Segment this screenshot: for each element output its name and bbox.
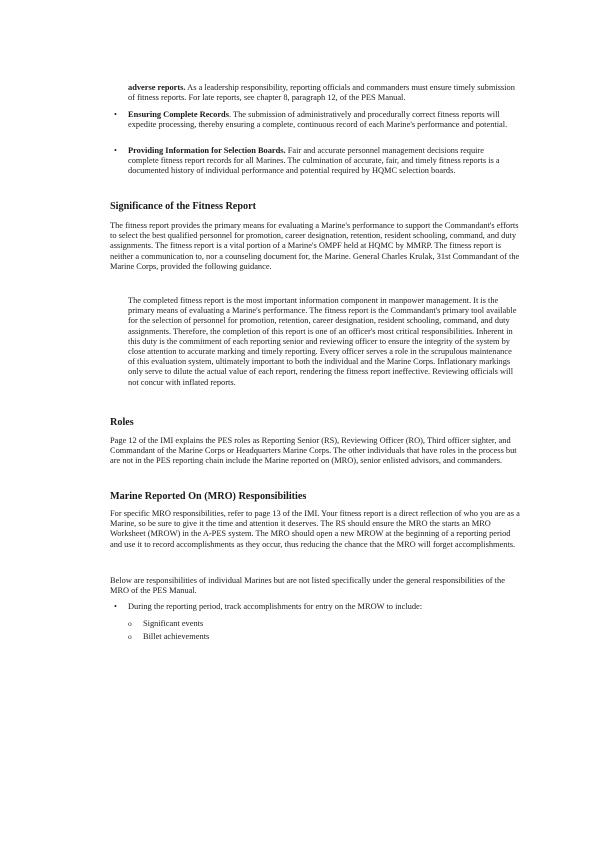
bullet-ensuring-complete-records (128, 110, 514, 130)
heading-mro: Marine Reported On (MRO) Responsibilities (110, 491, 307, 502)
sub-bullet-marker: o (128, 619, 132, 628)
intro-bullet-text: As a leadership responsibility, reporting officials and commanders must ensure timely submission of fitness reports. For late reports, see chapter 8, paragraph 12, of the PES Manual. (128, 83, 515, 103)
intro-bullet-continuation (128, 83, 520, 103)
krulak-quote: The completed fitness report is the most important information component in manpower management. It is the primary means of evaluating a Marine's performance. The fitness report is the Commandant's primary tool available for the selection of personnel for promotion, retention, career designation, resident schooling, command, and duty assignments. Therefore, the completion of this report is one of an officer's most critical responsibilities. Inherent in this duty is the commitment of each reporting senior and reviewing officer to ensure the integrity of the system by close attention to accurate marking and timely reporting. Every officer serves a role in the scrupulous maintenance of this evaluation system, ultimately important to both the individual and the Marine Corps. Inflationary markings only serve to dilute the actual value of each report, rendering the fitness report ineffective. Reviewing officials will not concur with inflated reports. (128, 296, 517, 387)
sub-item-billet-achievements: Billet achievements (143, 632, 210, 641)
bullet-bold: Providing Information for Selection Boards. (128, 146, 286, 155)
intro-bullet-bold: adverse reports. (128, 83, 186, 92)
mro-paragraph-1: For specific MRO responsibilities, refer to page 13 of the IMI. Your fitness report is a direct reflection of who you are as a Marine, so be sure to give it the time and attention it deserves. The RS should ensure the MRO the starts an MRO Worksheet (MROW) in the A-PES system. The MRO should open a new MROW at the beginning of a reporting period and use it to record accomplishments as they occur, thus reducing the chance that the MRO will forget accomplishments. (110, 509, 520, 549)
bullet-marker: • (114, 602, 117, 611)
sub-item-significant-events: Significant events (143, 619, 204, 628)
bullet-text: . The submission of administratively and procedurally correct fitness reports will expedite processing, thereby ensuring a complete, continuous record of each Marine's performance and potential. (128, 110, 508, 130)
bullet-marker: • (114, 146, 117, 155)
significance-paragraph: The fitness report provides the primary means for evaluating a Marine's performance to support the Commandant's efforts to select the best qualified personnel for promotion, career designation, retention, resident schooling, command, and duty assignments. The fitness report is a vital portion of a Marine's OMPF held at HQMC by MMRP. The fitness report is neither a communication to, nor a counseling document for, the Marine. General Charles Krulak, 31st Commandant of the Marine Corps, provided the following guidance. (110, 221, 520, 271)
bullet-marker: • (114, 110, 117, 119)
heading-significance: Significance of the Fitness Report (110, 201, 257, 212)
roles-paragraph: Page 12 of the IMI explains the PES roles as Reporting Senior (RS), Reviewing Officer (RO), Third officer sighter, and Commandant of the Marine Corps or Headquarters Marine Corps. The other individuals that have roles in the process but are not in the PES reporting chain include the Marine reported on (MRO), senior enlisted advisors, and commanders. (110, 436, 517, 466)
heading-roles: Roles (110, 417, 134, 428)
sub-bullet-marker: o (128, 632, 132, 641)
bullet-text: Fair and accurate personnel management decisions require complete fitness report records for all Marines. The culmination of accurate, fair, and timely fitness reports is a documented history of individual performance and potential required by HQMC selection boards. (128, 146, 500, 176)
bullet-providing-information (128, 146, 514, 177)
bullet-bold: Ensuring Complete Records (128, 110, 229, 119)
mro-bullet-track-accomplishments: During the reporting period, track accomplishments for entry on the MROW to include: (128, 602, 423, 611)
mro-paragraph-2: Below are responsibilities of individual Marines but are not listed specifically under the general responsibilities of the MRO of the PES Manual. (110, 576, 505, 596)
